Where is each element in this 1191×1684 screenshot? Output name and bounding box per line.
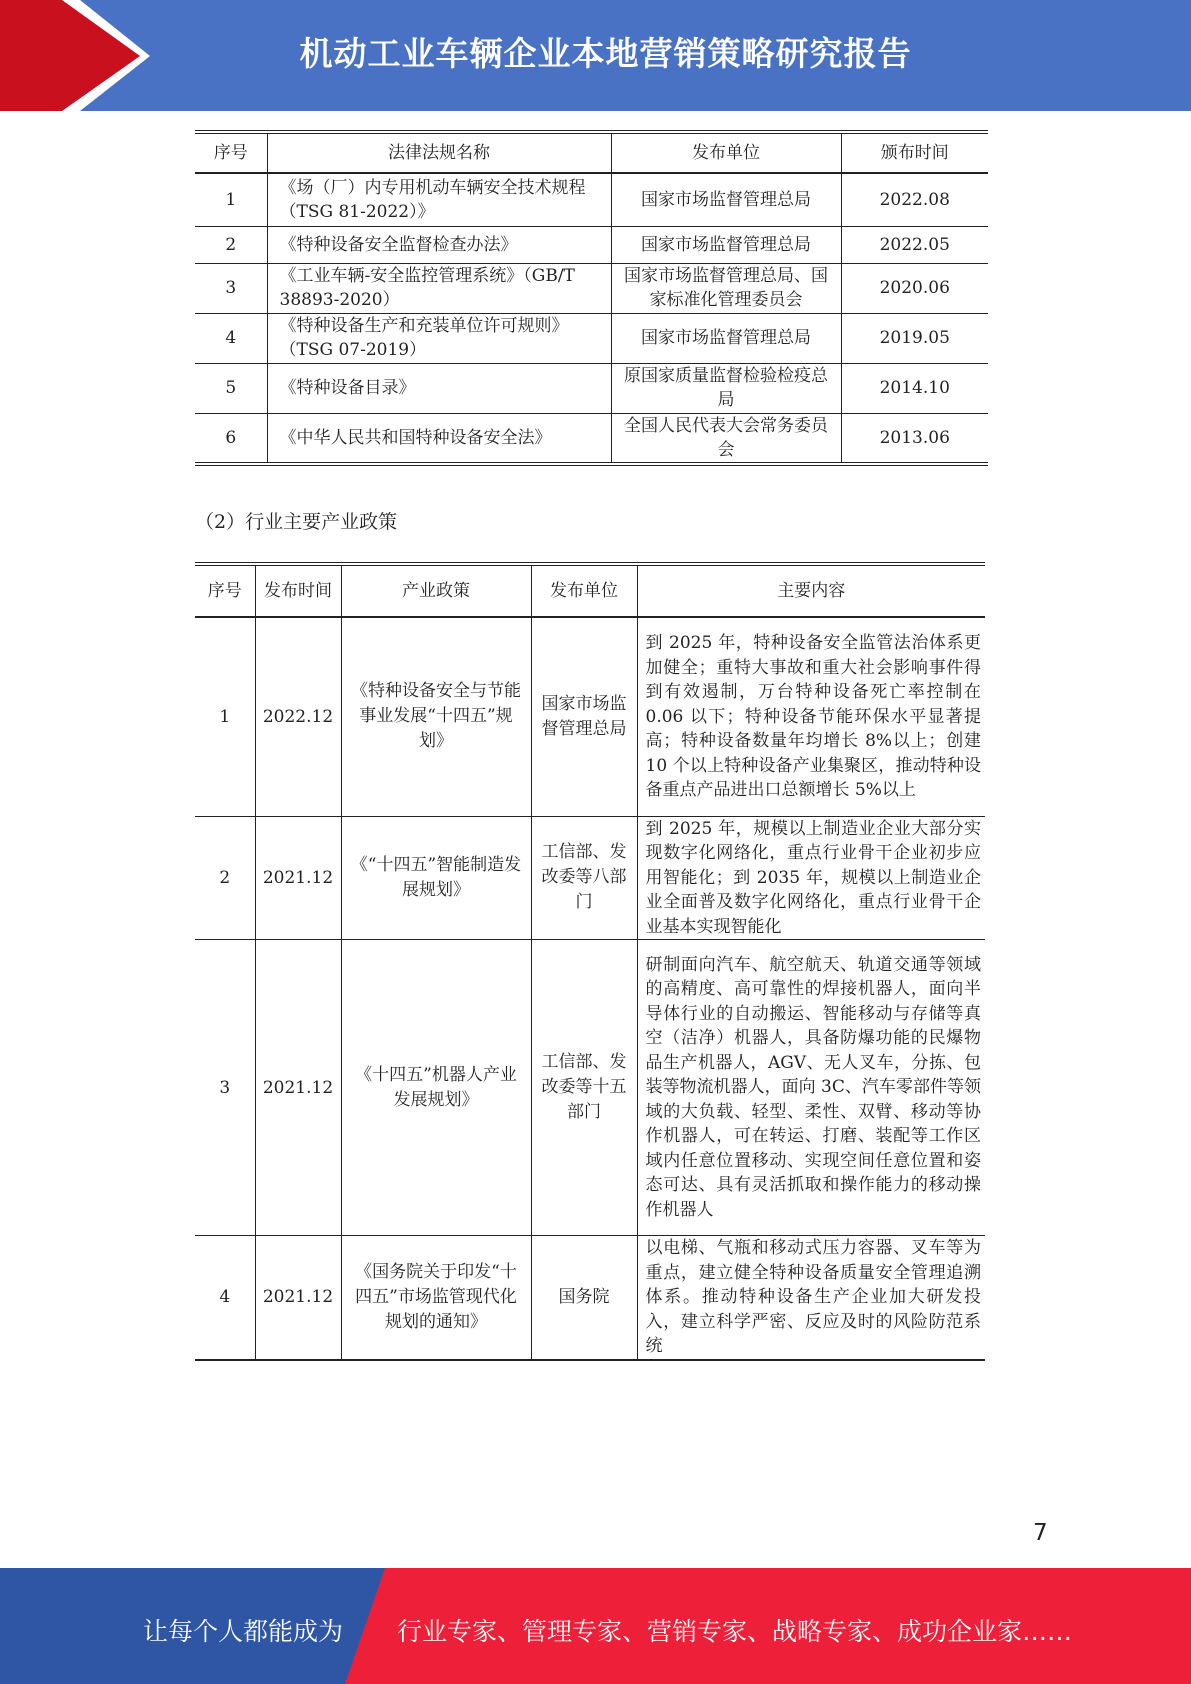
table-row: [195, 226, 988, 263]
column-header: 颁布时间: [841, 132, 988, 173]
table-row: [195, 617, 985, 816]
column-header: 主要内容: [637, 564, 985, 617]
row-number: 2: [195, 816, 255, 940]
regulations-table: [195, 130, 988, 466]
issue-date: 2019.05: [841, 313, 988, 363]
column-header: 序号: [195, 564, 255, 617]
policy-name: 《特种设备安全与节能事业发展“十四五”规划》: [341, 617, 531, 816]
release-date: 2022.12: [255, 617, 341, 816]
policy-name: 《“十四五”智能制造发展规划》: [341, 816, 531, 940]
page-number: 7: [1033, 1520, 1048, 1546]
column-header: 序号: [195, 132, 267, 173]
row-number: 6: [195, 413, 267, 464]
row-number: 3: [195, 263, 267, 313]
column-header: 发布单位: [531, 564, 637, 617]
table-row: [195, 313, 988, 363]
issue-date: 2020.06: [841, 263, 988, 313]
policy-content: 以电梯、气瓶和移动式压力容器、叉车等为重点，建立健全特种设备质量安全管理追溯体系。推动特种设备生产企业加大研发投入，建立科学严密、反应及时的风险防范系统: [637, 1236, 985, 1360]
issuing-body: 国务院: [531, 1236, 637, 1360]
policy-content: 研制面向汽车、航空航天、轨道交通等领域的高精度、高可靠性的焊接机器人，面向半导体行业的自动搬运、智能移动与存储等真空（洁净）机器人，具备防爆功能的民爆物品生产机器人，AGV、无人叉车，分拣、包装等物流机器人，面向 3C、汽车零部件等领域的大负载、轻型、柔性、双臂、移动等协作机器人，可在转运、打磨、装配等工作区域内任意位置移动、实现空间任意位置和姿态可达、具有灵活抓取和操作能力的移动操作机器人: [637, 940, 985, 1236]
table-row: [195, 816, 985, 940]
issue-date: 2022.05: [841, 226, 988, 263]
issue-date: 2014.10: [841, 363, 988, 413]
issuing-body: 国家市场监督管理总局、国家标准化管理委员会: [611, 263, 841, 313]
issue-date: 2013.06: [841, 413, 988, 464]
issuing-body: 工信部、发改委等八部门: [531, 816, 637, 940]
row-number: 3: [195, 940, 255, 1236]
footer-slogan-right: 行业专家、管理专家、营销专家、战略专家、成功企业家……: [397, 1617, 1073, 1646]
regulation-name: 《特种设备生产和充装单位许可规则》（TSG 07-2019）: [267, 313, 611, 363]
release-date: 2021.12: [255, 816, 341, 940]
policy-content: 到 2025 年，规模以上制造业企业大部分实现数字化网络化，重点行业骨干企业初步应用智能化；到 2035 年，规模以上制造业企业全面普及数字化网络化，重点行业骨干企业基本实现智能化: [637, 816, 985, 940]
table-row: [195, 940, 985, 1236]
column-header: 发布单位: [611, 132, 841, 173]
issuing-body: 国家市场监督管理总局: [611, 226, 841, 263]
row-number: 2: [195, 226, 267, 263]
row-number: 4: [195, 313, 267, 363]
issuing-body: 工信部、发改委等十五部门: [531, 940, 637, 1236]
regulation-name: 《场（厂）内专用机动车辆安全技术规程（TSG 81-2022）》: [267, 173, 611, 226]
table-header-row: [195, 564, 985, 617]
section-heading: （2）行业主要产业政策: [195, 511, 398, 533]
regulation-name: 《中华人民共和国特种设备安全法》: [267, 413, 611, 464]
report-title: 机动工业车辆企业本地营销策略研究报告: [299, 34, 912, 73]
table-row: [195, 1236, 985, 1360]
page-footer: [0, 1568, 1191, 1684]
table-row: [195, 173, 988, 226]
release-date: 2021.12: [255, 1236, 341, 1360]
policy-name: 《十四五”机器人产业发展规划》: [341, 940, 531, 1236]
page-header: [0, 0, 1191, 111]
row-number: 5: [195, 363, 267, 413]
issuing-body: 原国家质量监督检验检疫总局: [611, 363, 841, 413]
issuing-body: 国家市场监督管理总局: [611, 173, 841, 226]
policy-content: 到 2025 年，特种设备安全监管法治体系更加健全；重特大事故和重大社会影响事件得到有效遏制，万台特种设备死亡率控制在 0.06 以下；特种设备节能环保水平显著提高；特种设备数量年均增长 8%以上；创建 10 个以上特种设备产业集聚区，推动特种设备重点产品进出口总额增长 5%以上: [637, 617, 985, 816]
row-number: 4: [195, 1236, 255, 1360]
issuing-body: 国家市场监督管理总局: [531, 617, 637, 816]
issuing-body: 全国人民代表大会常务委员会: [611, 413, 841, 464]
column-header: 产业政策: [341, 564, 531, 617]
regulation-name: 《特种设备安全监督检查办法》: [267, 226, 611, 263]
footer-slogan-left: 让每个人都能成为: [143, 1617, 344, 1646]
issue-date: 2022.08: [841, 173, 988, 226]
row-number: 1: [195, 173, 267, 226]
regulation-name: 《工业车辆-安全监控管理系统》（GB/T 38893-2020）: [267, 263, 611, 313]
table-row: [195, 413, 988, 464]
column-header: 法律法规名称: [267, 132, 611, 173]
table-row: [195, 263, 988, 313]
row-number: 1: [195, 617, 255, 816]
table-row: [195, 363, 988, 413]
issuing-body: 国家市场监督管理总局: [611, 313, 841, 363]
policy-name: 《国务院关于印发“十四五”市场监管现代化规划的通知》: [341, 1236, 531, 1360]
release-date: 2021.12: [255, 940, 341, 1236]
column-header: 发布时间: [255, 564, 341, 617]
table-header-row: [195, 132, 988, 173]
regulation-name: 《特种设备目录》: [267, 363, 611, 413]
policy-table: [195, 562, 985, 1361]
